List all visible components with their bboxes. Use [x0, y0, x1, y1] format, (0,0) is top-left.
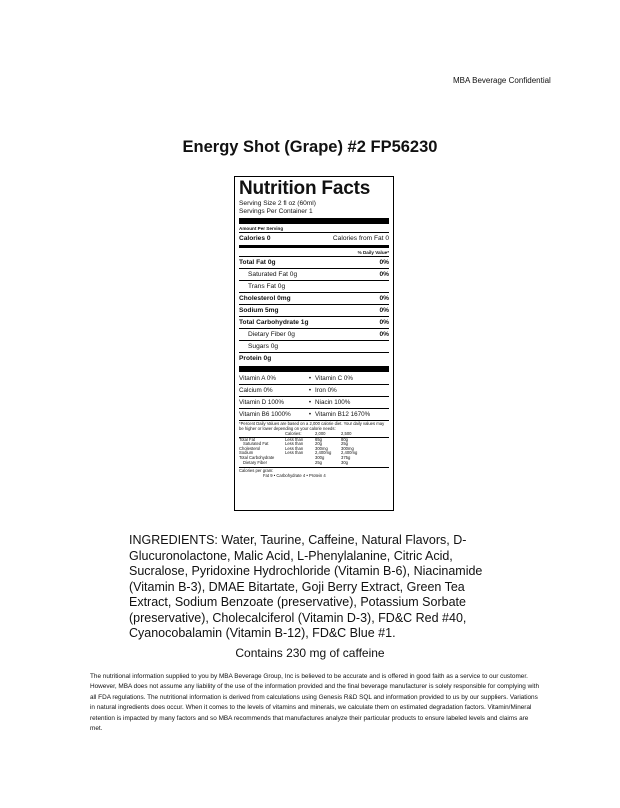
bullet-separator: • [308, 411, 312, 418]
dv-table-cell: Sodium [239, 450, 254, 456]
product-title: Energy Shot (Grape) #2 FP56230 [182, 138, 438, 156]
nutrient-daily-value: 0% [379, 295, 389, 302]
nutrient-label: Trans Fat 0g [248, 283, 286, 290]
vitamin-row [239, 373, 389, 385]
disclaimer-text: The nutritional information supplied to you by MBA Beverage Group, Inc is believed to be accurate and is offered in good faith as a service to our customer. However, MBA does not assume any liability of the use of the information provided and the final beverage manufacturer is solely responsible for complying with all FDA regulations. The nutritional information is derived from calculations using Genesis R&D SQL and information provided to us by our suppliers. Variations in natural ingredients does occur. When it comes to the levels of vitamins and minerals, we calculate them on estimated degradation factors. Vitamin/Mineral retention is impacted by many factors and so MBA recommends that manufactures analyze their particular products to ensure labeled levels and claims are met. [90, 673, 540, 733]
nutrient-label: Sugars 0g [248, 343, 279, 350]
vitamin-right: Niacin 100% [315, 399, 351, 406]
nutrient-label: Dietary Fiber 0g [248, 331, 295, 338]
dv-table-cell: 20g [315, 441, 322, 447]
nutrient-row [239, 257, 389, 269]
amount-per-serving: Amount Per Serving [239, 225, 389, 233]
vitamin-row [239, 409, 389, 421]
footnote: *Percent Daily Values are based on a 2,000 calorie diet. Your daily values may be higher or lower depending on your calorie needs: [239, 421, 385, 431]
vitamin-left: Calcium 0% [239, 387, 273, 394]
nutrient-row [239, 269, 389, 281]
nutrient-label: Saturated Fat 0g [248, 271, 298, 278]
vitamin-left: Vitamin B6 1000% [239, 411, 291, 418]
bullet-separator: • [308, 399, 312, 406]
dv-table-cell: 300mg [341, 445, 354, 451]
dv-table-cell: Less than [285, 441, 304, 447]
dv-table-cell: Saturated Fat [243, 441, 269, 447]
nutrient-row [239, 317, 389, 329]
nutrient-daily-value: 0% [379, 271, 389, 278]
serving-size: Serving Size 2 fl oz (60ml) [239, 200, 316, 207]
ingredients-text: INGREDIENTS: Water, Taurine, Caffeine, Natural Flavors, D-Glucuronolactone, Malic Acid, L-Phenylalanine, Citric Acid, Sucralose, Pyridoxine Hydrochloride (Vitamin B-6), Niacinamide (Vitamin B-3), DMAE Bitartate, Goji Berry Extract, Green Tea Extract, Sodium Benzoate (preservative), Potassium Sorbate (preservative), Cholecalciferol (Vitamin D-3), FD&C Red #40, Cyanocobalamin (Vitamin B-12), FD&C Blue #1. [129, 533, 483, 640]
nutrition-facts-title: Nutrition Facts [239, 178, 371, 199]
dv-table-cell: 80g [341, 436, 348, 442]
dv-table-cell: 30g [341, 459, 348, 465]
medium-divider [239, 245, 389, 248]
vitamin-left: Vitamin D 100% [239, 399, 285, 406]
vitamin-right: Vitamin B12 1670% [315, 411, 371, 418]
dv-table-cell: Total Carbohydrate [239, 454, 275, 460]
nutrition-facts-panel [234, 176, 394, 511]
calories-per-gram: Calories per gram: [239, 467, 389, 473]
dv-table-cell: Dietary Fiber [243, 459, 267, 465]
dv-table-cell: 25g [341, 441, 348, 447]
nutrient-row [239, 353, 389, 364]
nutrient-label: Sodium 5mg [239, 307, 279, 314]
nutrient-label: Cholesterol 0mg [239, 295, 291, 302]
dv-table-cell: 300mg [315, 445, 328, 451]
dv-table-cell: Total Fat [239, 436, 256, 442]
nutrient-row [239, 341, 389, 353]
dv-table-row [239, 461, 389, 466]
calories: Calories 0 [239, 235, 271, 242]
nutrient-daily-value: 0% [379, 331, 389, 338]
nutrient-label: Total Fat 0g [239, 259, 276, 266]
dv-table-cell: Less than [285, 445, 304, 451]
nutrient-row [239, 305, 389, 317]
daily-value-header: % Daily Value* [239, 249, 389, 257]
nutrient-row [239, 329, 389, 341]
dv-table-cell: 2,500 [341, 431, 352, 436]
dv-table-cell [239, 432, 285, 437]
calories-per-gram-values: Fat 9 • Carbohydrate 4 • Protein 4 [263, 473, 326, 479]
vitamin-left: Vitamin A 0% [239, 375, 276, 382]
nutrient-row [239, 281, 389, 293]
vitamin-right: Iron 0% [315, 387, 337, 394]
bullet-separator: • [308, 375, 312, 382]
servings-per-container: Servings Per Container 1 [239, 208, 313, 215]
vitamin-row [239, 385, 389, 397]
nutrient-rows [239, 257, 389, 364]
dv-table-cell: 375g [341, 454, 351, 460]
calories-from-fat: Calories from Fat 0 [332, 235, 389, 242]
dv-table-cell: Cholesterol [239, 445, 261, 451]
nutrient-label: Protein 0g [239, 355, 272, 362]
vitamin-right: Vitamin C 0% [315, 375, 354, 382]
nutrient-row [239, 293, 389, 305]
caffeine-statement: Contains 230 mg of caffeine [235, 646, 385, 660]
vitamin-rows [239, 373, 389, 421]
dv-table-cell: 300g [315, 454, 325, 460]
dv-table-cell: Less than [285, 436, 304, 442]
calories-row [239, 233, 389, 244]
dv-table-cell [285, 461, 315, 466]
dv-table-cell: 2,400mg [341, 450, 358, 456]
nutrient-daily-value: 0% [379, 259, 389, 266]
nutrient-daily-value: 0% [379, 307, 389, 314]
thick-divider [239, 218, 389, 224]
dv-table-cell: Less than [285, 450, 304, 456]
dv-table-cell: 25g [315, 459, 322, 465]
dv-table-cell: 2,000 [315, 431, 326, 436]
bullet-separator: • [308, 387, 312, 394]
nutrient-daily-value: 0% [379, 319, 389, 326]
nutrient-label: Total Carbohydrate 1g [239, 319, 309, 326]
dv-table-cell: 2,400mg [315, 450, 332, 456]
confidential-label: MBA Beverage Confidential [453, 76, 551, 85]
dv-table-cell: Calories: [285, 431, 302, 436]
daily-value-table [239, 432, 389, 465]
vitamin-row [239, 397, 389, 409]
thick-divider [239, 366, 389, 372]
dv-table-cell: 65g [315, 436, 322, 442]
